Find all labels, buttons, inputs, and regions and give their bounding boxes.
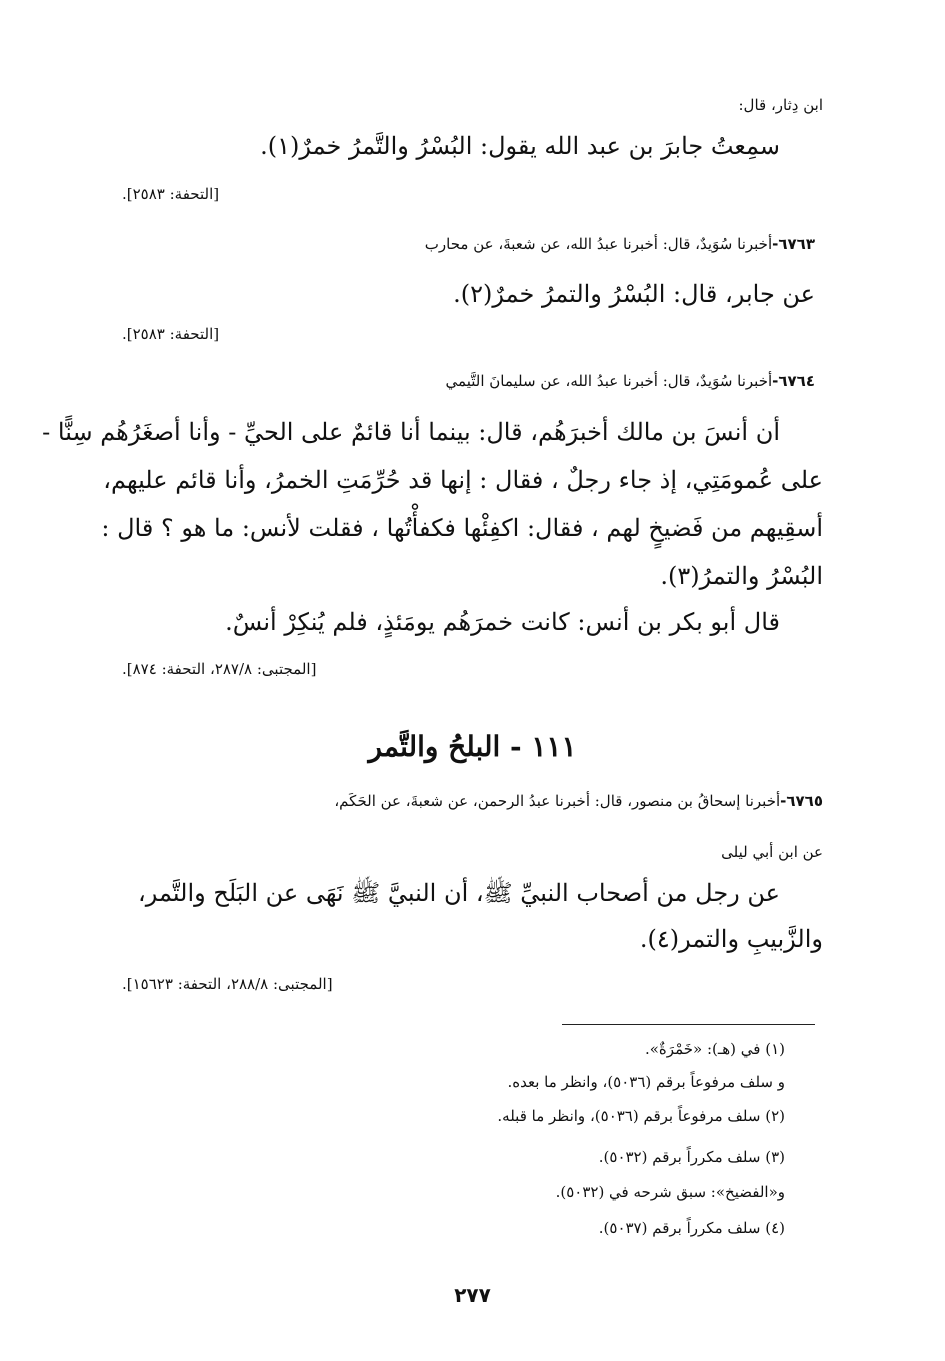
footnote: (٢) سلف مرفوعاً برقم (٥٠٣٦)، وانظر ما قبله. [497, 1107, 785, 1125]
reference: [التحفة: ٢٥٨٣]. [122, 185, 220, 203]
reference: [التحفة: ٢٥٨٣]. [122, 325, 220, 343]
chapter-heading: ١١١ - البلحُ والتَّمر [368, 730, 577, 763]
page-number: ٢٧٧ [454, 1283, 491, 1307]
hadith-number: ٦٧٦٤- [772, 372, 815, 390]
footnote-separator [562, 1024, 815, 1025]
hadith-text: أسقِيهم من فَضيخٍ لهم ، فقال: اكفِئْها فكفأْتُها ، فقلت لأنس: ما هو ؟ قال : [101, 514, 823, 542]
footnote: (١) في (هـ): «خَمْرَةٌ». [644, 1040, 785, 1058]
chain-continuation: عن ابن أبي ليلى [721, 843, 823, 861]
hadith-text: سمِعتُ جابرَ بن عبد الله يقول: البُسْرُ والتَّمرُ خمرٌ(١). [260, 132, 780, 160]
reference: [المجتبى: ٢٨٧/٨، التحفة: ٨٧٤]. [122, 660, 317, 678]
hadith-text: أن أنسَ بن مالك أخبرَهُم، قال: بينما أنا قائمٌ على الحيِّ - وأنا أصغَرُهُم سِنًّا - [42, 418, 780, 446]
hadith-6763-chain [425, 235, 815, 253]
footnote: و سلف مرفوعاً برقم (٥٠٣٦)، وانظر ما بعده. [507, 1073, 785, 1091]
footnote: (٣) سلف مكرراً برقم (٥٠٣٢). [598, 1148, 785, 1166]
hadith-text: عن جابر، قال: البُسْرُ والتمرُ خمرٌ(٢). [453, 280, 815, 308]
footnote: (٤) سلف مكرراً برقم (٥٠٣٧). [598, 1219, 785, 1237]
continuation-line: ابن دِثار، قال: [738, 96, 823, 114]
hadith-text: البُسْرُ والتمرُ(٣). [660, 562, 823, 590]
hadith-number: ٦٧٦٥- [780, 792, 823, 810]
chain-text: أخبرنا سُوَيدٌ، قال: أخبرنا عبدُ الله، عن سليمانَ التَّيمي [445, 372, 773, 390]
hadith-6765-chain [334, 792, 823, 810]
footnote: و«الفضيخ»: سبق شرحه في (٥٠٣٢). [555, 1183, 785, 1201]
reference: [المجتبى: ٢٨٨/٨، التحفة: ١٥٦٢٣]. [122, 975, 333, 993]
hadith-text: عن رجل من أصحاب النبيِّ ﷺ، أن النبيَّ ﷺ نَهَى عن البَلَح والتَّمر، [138, 879, 780, 907]
hadith-6764-chain [446, 372, 815, 390]
hadith-number: ٦٧٦٣- [772, 235, 815, 253]
hadith-text: قال أبو بكر بن أنس: كانت خمرَهُم يومَئذٍ، فلم يُنكِرْ أنسٌ. [225, 608, 780, 636]
hadith-text: على عُمومَتِي، إذ جاء رجلٌ ، فقال : إنها قد حُرِّمَتِ الخمرُ، وأنا قائم عليهم، [103, 466, 823, 494]
chain-text: أخبرنا سُوَيدٌ، قال: أخبرنا عبدُ الله، عن شعبةَ، عن محارب [424, 235, 773, 253]
chain-text: أخبرنا إسحاقُ بن منصور، قال: أخبرنا عبدُ الرحمن، عن شعبةَ، عن الحَكَم، [334, 792, 781, 810]
hadith-text: والزَّبيبِ والتمر(٤). [639, 925, 823, 953]
